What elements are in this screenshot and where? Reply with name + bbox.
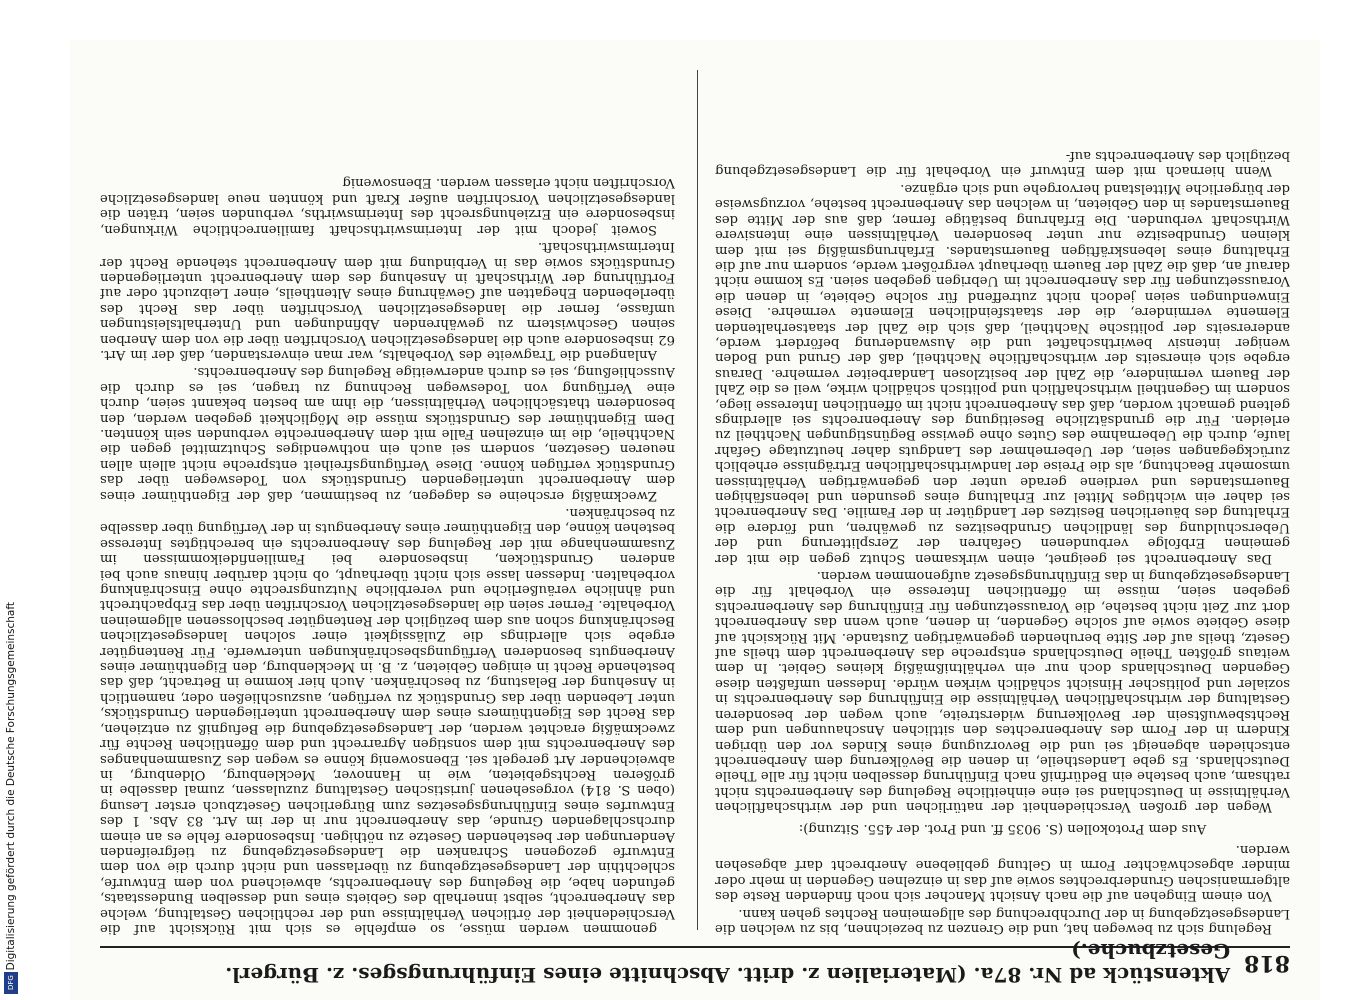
right-column [100, 66, 675, 936]
paragraph: Wenn hiernach mit dem Entwurf ein Vorbehalt für die Landesgesetzgebung bezüglich des Anerbenrechts auf- [715, 148, 1290, 179]
protocol-heading: Aus dem Protokollen (S. 9035 ff. und Prot. der 455. Sitzung): [798, 820, 1207, 836]
paragraph: Soweit jedoch mit der Interimswirthschaft familienrechtliche Wirkungen, insbesondere ein Erziehungsrecht des Interimswirths, verbunden seien, träten die landesgesetzlichen Vorschriften außer Kraft und könnten neue landesgesetzliche Vorschriften nicht erlassen werden. Ebensowenig [100, 175, 675, 237]
paragraph: Zweckmäßig erscheine es dagegen, zu bestimmen, daß der Eigenthümer eines dem Anerbenrecht unterliegenden Grundstücks von Todeswegen über das Grundstück verfügen könne. Diese Verfügungsfreiheit entspreche nicht allein allen neueren Gesetzen, sondern sei auch ein nothwendiges Schutzmittel gegen die Nachtheile, die im einzelnen Falle mit dem Anerbenrechte verbunden sein könnten. Dem Eigenthümer des Grundstücks müsse die Möglichkeit gegeben werden, den besonderen thatsächlichen Verhältnissen, die ihm am besten bekannt seien, durch eine Verfügung von Todeswegen Rechnung zu tragen, sei es durch die Ausschließung, sei es durch anderweitige Regelung des Anerbenrechts. [100, 364, 675, 503]
paragraph: genommen werden müsse, so empfehle es sich mit Rücksicht auf die Verschiedenheit der örtlichen Verhältnisse und der rechtlichen Gestaltung, welche das Anerbenrecht, selbst innerhalb des Gebiets eines und desselben Bundesstaats, gefunden habe, die Regelung des Anerbenrechts, abweichend von dem Entwurfe, schlechthin der Landesgesetzgebung zu überlassen und nicht durch die von dem Entwurfe gezogenen Schranken die Landesgesetzgebung zu tiefgreifenden Aenderungen der bestehenden Gesetze zu nöthigen. Insbesondere fehle es an einem durchschlagenden Grunde, das Anerbenrecht nur in der im Art. 83 Abs. 1 des Entwurfes eines Einführungsgesetzes zum Bürgerlichen Gesetzbuch erster Lesung (oben S. 814) vorgesehenen juristischen Gestaltung zuzulassen, zumal dasselbe in größeren Rechtsgebieten, wie in Hannover, Mecklenburg, Oldenburg, in abweichender Art geregelt sei. Ebensowenig könne es wegen des Zusammenhanges des Anerbenrechts mit dem sonstigen Agrarrecht und dem öffentlichen Rechte für zweckmäßig erachtet werden, der Landesgesetzgebung die Befugniß zu entziehen, das Recht des Eigenthümers eines dem Anerbenrecht unterliegenden Grundstücks, unter Lebenden über das Grundstück zu verfügen, auszuschließen oder, namentlich in Ansehung der Belastung, zu beschränken. Auch hier komme in Betracht, daß das bestehende Recht in einigen Gebieten, z. B. in Mecklenburg, den Eigenthümer eines Anerbenguts besonderen Verfügungsbeschränkungen unterwerfe. Für Rentengüter ergebe sich allerdings die Zulässigkeit einer solchen landesgesetzlichen Beschränkung schon aus dem bezüglich der Rentengüter beschlossenen allgemeinen Vorbehalte. Ferner seien die landesgesetzlichen Vorschriften über das Erbpachtrecht und ähnliche veräußerliche und vererbliche Nutzungsrechte ohne Einschränkung vorbehalten. Indessen lasse sich nicht überhaupt, ob nicht darüber hinaus auch bei anderen Grundstücken, insbesondere bei Familienfideikommissen im Zusammenhange mit der Regelung des Anerbenrechts ein berechtigtes Interesse bestehen könne, den Eigenthümer eines Anerbenguts in der Verfügung über dasselbe zu beschränken. [100, 505, 675, 936]
paragraph: Regelung sich zu bewegen hat, und die Grenzen zu bezeichnen, bis zu welchen die Landesgesetzgebung in der Durchbrechung des allgemeinen Rechtes gehen kann. [715, 905, 1290, 936]
page-title: Aktenstück ad Nr. 87a. (Materialien z. dritt. Abschnitte eines Einführungsges. z. Bürgerl. Gesetzbuche.) [225, 939, 1231, 987]
sidebar [0, 0, 22, 1000]
rotated-page-content [70, 40, 1320, 1000]
left-column [715, 66, 1290, 936]
paragraph: Von einem Eingehen auf die nach Ansicht Mancher sich noch findenden Reste des altgermanischen Grunderbrechtes sowie auf das in einzelnen Gegenden in mehr oder minder abgeschwächter Form in Geltung gebliebene Anerbrecht darf abgesehen werden. [715, 841, 1290, 904]
digitization-credit: Digitalisierung gefördert durch die Deutsche Forschungsgemeinschaft [5, 601, 17, 970]
dfg-logo-icon: DFG [4, 972, 18, 994]
column-divider [697, 70, 698, 930]
paragraph: Das Anerbenrecht sei geeignet, einen wirksamen Schutz gegen die mit der gemeinen Erbfolge verbundenen Gefahren der Zersplitterung und der Ueberschuldung des ländlichen Grundbesitzes zu gewähren, und fördere die Erhaltung des bäuerlichen Besitzes der Landgüter in der Familie. Das Anerbenrecht sei daher ein wichtiges Mittel zur Erhaltung eines gesunden und lebensfähigen Bauernstandes und verdiene gerade unter den gegenwärtigen Verhältnissen umsomehr Beachtung, als die Preise der landwirthschaftlichen Erträgnisse erheblich zurückgegangen seien, der Uebernehmer des Landguts daher heutzutage Gefahr laufe, durch die Uebernahme des Gutes ohne gewisse Begünstigungen Nachtheil zu erleiden. Für die grundsätzliche Beseitigung des Anerbenrechts sei allerdings geltend gemacht worden, daß das Anerbenrecht nicht im öffentlichen Interesse liege, sondern im Gegentheil wirthschaftlich und politisch schädlich wirke, weil es die Zahl der Bauern vermindere, die Zahl der besitzlosen Landarbeiter vermehre. Daraus ergebe sich einerseits der wirthschaftliche Nachtheil, daß der Grund und Boden weniger intensiv bewirthschaftet und die Auswanderung befördert werde, andererseits der politische Nachtheil, daß sich die Zahl der staatserhaltenden Elemente vermindere, die der staatsfeindlichen Elemente vermehre. Diese Einwendungen seien jedoch nicht zutreffend für solche Gebiete, in denen die Voraussetzungen für das Anerbenrecht im Uebrigen gegeben seien. Es komme nicht darauf an, daß die Zahl der Bauern überhaupt vergrößert werde, sondern nur auf die Erhaltung eines lebenskräftigen Bauernstandes. Erfahrungsmäßig sei mit dem kleinen Grundbesitze nur unter besonderen Verhältnissen eine intensivere Wirthschaft verbunden. Die Erfahrung bestätige ferner, daß aus der Mitte des Bauernstandes in den Gebieten, in welchen das Anerbenrecht bestehe, vorzugsweise der bürgerliche Mittelstand hervorgehe und sich ergänze. [715, 180, 1290, 566]
paragraph: Anlangend die Tragweite des Vorbehalts, war man einverstanden, daß der im Art. 62 insbesondere auch die landesgesetzlichen Vorschriften über die von dem Anerben seinen Geschwistern zu gewährenden Abfindungen und Unterhaltsleistungen umfasse, ferner die landesgesetzlichen Vorschriften über das Recht des überlebenden Ehegatten auf Gewährung eines Altentheils, einer Leibzucht oder auf Fortführung der Wirthschaft in Ansehung des dem Anerbenrecht unterliegenden Grundstücks sowie das in Verbindung mit dem Anerbenrecht stehende Recht der Interimswirthschaft. [100, 239, 675, 362]
document-page [70, 40, 1320, 1000]
page-header [100, 939, 1290, 987]
paragraph: Wegen der großen Verschiedenheit der natürlichen und der wirthschaftlichen Verhältnisse in Deutschland sei eine einheitliche Regelung des Anerbenrechts nicht rathsam, auch bestehe ein Bedürfniß nach Einführung desselben nicht für alle Theile Deutschlands. Es gebe Landestheile, in denen die Bevölkerung dem Anerbenrecht entschieden abgeneigt sei und die Bevorzugung eines Kindes vor den übrigen Kindern in der Form des Anerbenrechtes den sittlichen Anschauungen und dem Rechtsbewußtsein der Bevölkerung widerstreite, auch wegen der besonderen Gestaltung der wirthschaftlichen Verhältnisse die Einführung des Anerbenrechts in sozialer und politischer Hinsicht schädlich wirken würde. Indessen umfaßten diese Gegenden Deutschlands doch nur ein verhältnißmäßig kleines Gebiet. In dem weitaus größten Theile Deutschlands entspreche das Anerbenrecht dem theils auf Gesetz, theils auf der Sitte beruhenden gegenwärtigen Zustande. Mit Rücksicht auf diese Gebiete sowie auf solche Gegenden, in denen, auch wenn das Anerbenrecht dort zur Zeit nicht bestehe, die Voraussetzungen für Einführung des Anerbenrechts gegeben seien, müsse im öffentlichen Interesse ein Vorbehalt für die Landesgesetzgebung in das Einführungsgesetz aufgenommen werden. [715, 568, 1290, 815]
page-number: 818 [1244, 950, 1290, 976]
